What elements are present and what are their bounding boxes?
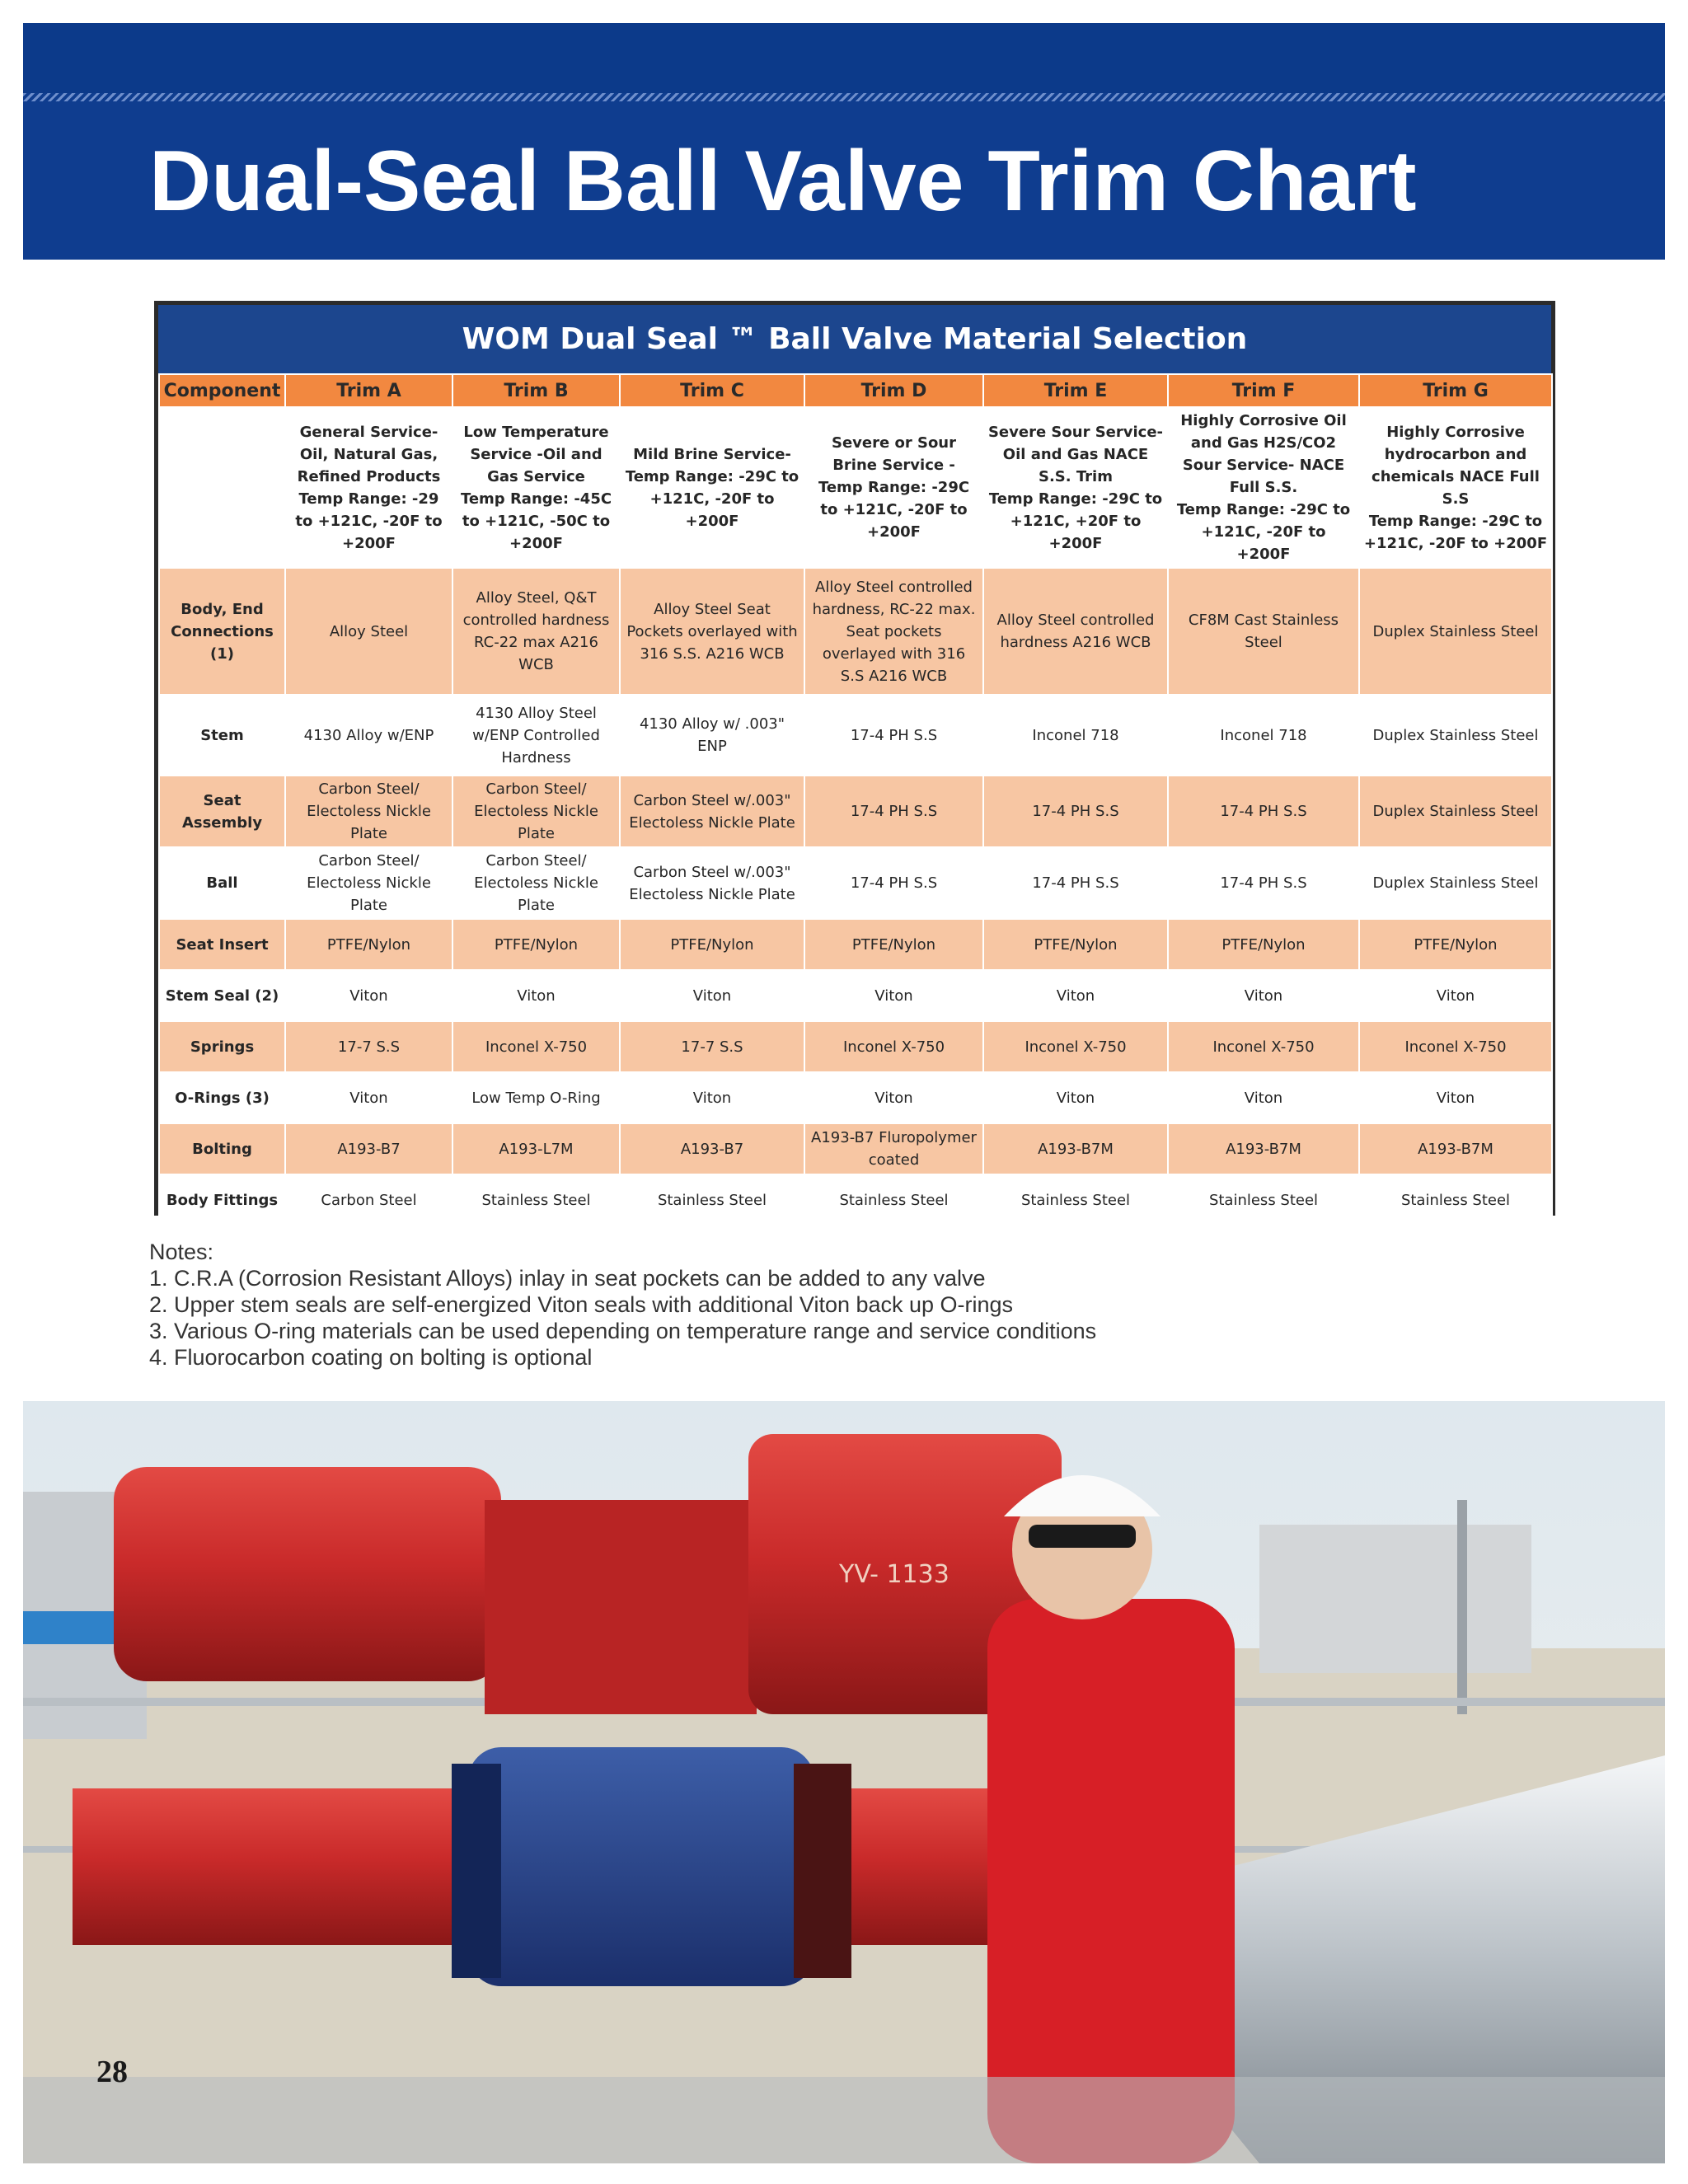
material-cell: Duplex Stainless Steel <box>1359 568 1552 695</box>
note-item: 3. Various O-ring materials can be used depending on temperature range and service conditions <box>149 1319 1097 1343</box>
service-description-cell <box>159 407 285 568</box>
header-trim: Trim E <box>983 374 1168 407</box>
ball-valve-body <box>468 1747 814 1986</box>
material-cell: Duplex Stainless Steel <box>1359 847 1552 919</box>
material-cell: 17-7 S.S <box>285 1021 452 1072</box>
material-cell: Stainless Steel <box>804 1174 983 1226</box>
material-cell: Carbon Steel w/.003" Electoless Nickle Plate <box>620 776 804 847</box>
service-description-cell: Highly Corrosive Oil and Gas H2S/CO2 Sour Service- NACE Full S.S. Temp Range: -29C to +121C, -20F to +200F <box>1168 407 1359 568</box>
material-cell: Duplex Stainless Steel <box>1359 776 1552 847</box>
table-row <box>159 1174 1552 1226</box>
service-description-cell: Mild Brine Service- Temp Range: -29C to +121C, -20F to +200F <box>620 407 804 568</box>
page-title: Dual-Seal Ball Valve Trim Chart <box>149 134 1417 229</box>
component-cell: Seat Assembly <box>159 776 285 847</box>
material-cell: A193-L7M <box>452 1123 620 1174</box>
table-row <box>159 568 1552 695</box>
material-cell: Carbon Steel <box>285 1174 452 1226</box>
component-cell: Ball <box>159 847 285 919</box>
material-cell: PTFE/Nylon <box>452 919 620 970</box>
material-cell: Inconel X-750 <box>1359 1021 1552 1072</box>
material-cell: CF8M Cast Stainless Steel <box>1168 568 1359 695</box>
table-row <box>159 919 1552 970</box>
table-row <box>159 695 1552 776</box>
table-row <box>159 1123 1552 1174</box>
material-cell: 17-4 PH S.S <box>804 695 983 776</box>
chart-title: WOM Dual Seal ™ Ball Valve Material Selection <box>158 305 1551 373</box>
component-cell: Seat Insert <box>159 919 285 970</box>
material-cell: Stainless Steel <box>452 1174 620 1226</box>
material-cell: 4130 Alloy w/ENP <box>285 695 452 776</box>
material-cell: Inconel X-750 <box>452 1021 620 1072</box>
table-row <box>159 1072 1552 1123</box>
material-cell: Inconel X-750 <box>1168 1021 1359 1072</box>
component-cell: Body Fittings <box>159 1174 285 1226</box>
material-cell: PTFE/Nylon <box>983 919 1168 970</box>
material-cell: Stainless Steel <box>1359 1174 1552 1226</box>
material-cell: Alloy Steel <box>285 568 452 695</box>
table-header-row <box>159 374 1552 407</box>
material-cell: Duplex Stainless Steel <box>1359 695 1552 776</box>
material-cell: Stainless Steel <box>1168 1174 1359 1226</box>
valve-flange-left <box>452 1764 501 1978</box>
material-cell: 17-4 PH S.S <box>804 776 983 847</box>
material-cell: Viton <box>1168 970 1359 1021</box>
material-cell: Viton <box>804 970 983 1021</box>
note-item: 2. Upper stem seals are self-energized Viton seals with additional Viton back up O-rings <box>149 1292 1014 1317</box>
valve-installation-photo <box>23 1401 1665 2163</box>
component-cell: Stem <box>159 695 285 776</box>
material-cell: PTFE/Nylon <box>1168 919 1359 970</box>
header-component: Component <box>159 374 285 407</box>
header-trim: Trim A <box>285 374 452 407</box>
material-cell: Carbon Steel/ Electoless Nickle Plate <box>285 847 452 919</box>
material-cell: A193-B7M <box>1168 1123 1359 1174</box>
trim-chart <box>154 301 1555 1216</box>
component-cell: Springs <box>159 1021 285 1072</box>
service-description-cell: Severe Sour Service- Oil and Gas NACE S.S. Trim Temp Range: -29C to +121C, +20F to +200F <box>983 407 1168 568</box>
material-cell: PTFE/Nylon <box>620 919 804 970</box>
material-cell: Inconel X-750 <box>804 1021 983 1072</box>
material-cell: 17-4 PH S.S <box>983 847 1168 919</box>
material-cell: Alloy Steel controlled hardness, RC-22 max. Seat pockets overlayed with 316 S.S A216 WCB <box>804 568 983 695</box>
trim-table <box>158 373 1553 1226</box>
page-number: 28 <box>96 2055 128 2089</box>
material-cell: Viton <box>285 1072 452 1123</box>
background-tank <box>1259 1525 1531 1673</box>
component-cell: Body, End Connections (1) <box>159 568 285 695</box>
valve-flange-right <box>794 1764 851 1978</box>
table-row <box>159 1021 1552 1072</box>
material-cell: Inconel 718 <box>1168 695 1359 776</box>
header-trim: Trim G <box>1359 374 1552 407</box>
table-row-service <box>159 407 1552 568</box>
note-item: 1. C.R.A (Corrosion Resistant Alloys) inlay in seat pockets can be added to any valve <box>149 1266 986 1291</box>
material-cell: 4130 Alloy Steel w/ENP Controlled Hardness <box>452 695 620 776</box>
table-row <box>159 776 1552 847</box>
header-trim: Trim B <box>452 374 620 407</box>
material-cell: 4130 Alloy w/ .003" ENP <box>620 695 804 776</box>
material-cell: 17-4 PH S.S <box>1168 776 1359 847</box>
material-cell: A193-B7M <box>983 1123 1168 1174</box>
service-description-cell: General Service- Oil, Natural Gas, Refined Products Temp Range: -29 to +121C, -20F to +200F <box>285 407 452 568</box>
header-trim: Trim F <box>1168 374 1359 407</box>
material-cell: Viton <box>452 970 620 1021</box>
actuator-housing <box>485 1500 757 1714</box>
material-cell: Inconel 718 <box>983 695 1168 776</box>
material-cell: 17-4 PH S.S <box>804 847 983 919</box>
service-description-cell: Low Temperature Service -Oil and Gas Service Temp Range: -45C to +121C, -50C to +200F <box>452 407 620 568</box>
material-cell: A193-B7 <box>620 1123 804 1174</box>
material-cell: Viton <box>983 1072 1168 1123</box>
material-cell: PTFE/Nylon <box>285 919 452 970</box>
grating-floor <box>23 2077 1665 2163</box>
component-cell: Stem Seal (2) <box>159 970 285 1021</box>
material-cell: Stainless Steel <box>983 1174 1168 1226</box>
material-cell: Alloy Steel Seat Pockets overlayed with 316 S.S. A216 WCB <box>620 568 804 695</box>
table-row <box>159 847 1552 919</box>
banner-top-band <box>23 23 1665 93</box>
header-trim: Trim C <box>620 374 804 407</box>
material-cell: Carbon Steel/ Electoless Nickle Plate <box>452 847 620 919</box>
material-cell: Carbon Steel w/.003" Electoless Nickle Plate <box>620 847 804 919</box>
actuator-cylinder <box>114 1467 501 1681</box>
header-trim: Trim D <box>804 374 983 407</box>
service-description-cell: Severe or Sour Brine Service - Temp Range: -29C to +121C, -20F to +200F <box>804 407 983 568</box>
material-cell: Carbon Steel/ Electoless Nickle Plate <box>452 776 620 847</box>
banner-hatched-rule <box>23 93 1665 101</box>
material-cell: Viton <box>804 1072 983 1123</box>
notes-heading: Notes: <box>149 1240 214 1264</box>
material-cell: Viton <box>1359 1072 1552 1123</box>
component-cell: Bolting <box>159 1123 285 1174</box>
material-cell: PTFE/Nylon <box>804 919 983 970</box>
sunglasses <box>1029 1525 1136 1548</box>
material-cell: Low Temp O-Ring <box>452 1072 620 1123</box>
table-row <box>159 970 1552 1021</box>
material-cell: PTFE/Nylon <box>1359 919 1552 970</box>
note-item: 4. Fluorocarbon coating on bolting is optional <box>149 1345 593 1370</box>
material-cell: A193-B7 Fluropolymer coated <box>804 1123 983 1174</box>
material-cell: 17-4 PH S.S <box>983 776 1168 847</box>
header-banner <box>23 23 1665 260</box>
material-cell: 17-4 PH S.S <box>1168 847 1359 919</box>
material-cell: Stainless Steel <box>620 1174 804 1226</box>
material-cell: Viton <box>620 970 804 1021</box>
notes <box>149 1239 1096 1371</box>
material-cell: A193-B7M <box>1359 1123 1552 1174</box>
material-cell: Viton <box>983 970 1168 1021</box>
material-cell: Inconel X-750 <box>983 1021 1168 1072</box>
material-cell: Viton <box>620 1072 804 1123</box>
actuator-marking: YV- 1133 <box>839 1560 950 1589</box>
material-cell: Viton <box>1359 970 1552 1021</box>
material-cell: Viton <box>1168 1072 1359 1123</box>
material-cell: 17-7 S.S <box>620 1021 804 1072</box>
material-cell: Alloy Steel controlled hardness A216 WCB <box>983 568 1168 695</box>
material-cell: A193-B7 <box>285 1123 452 1174</box>
material-cell: Viton <box>285 970 452 1021</box>
material-cell: Carbon Steel/ Electoless Nickle Plate <box>285 776 452 847</box>
light-pole <box>1457 1500 1467 1714</box>
component-cell: O-Rings (3) <box>159 1072 285 1123</box>
service-description-cell: Highly Corrosive hydrocarbon and chemicals NACE Full S.S Temp Range: -29C to +121C, -20F to +200F <box>1359 407 1552 568</box>
material-cell: Alloy Steel, Q&T controlled hardness RC-22 max A216 WCB <box>452 568 620 695</box>
